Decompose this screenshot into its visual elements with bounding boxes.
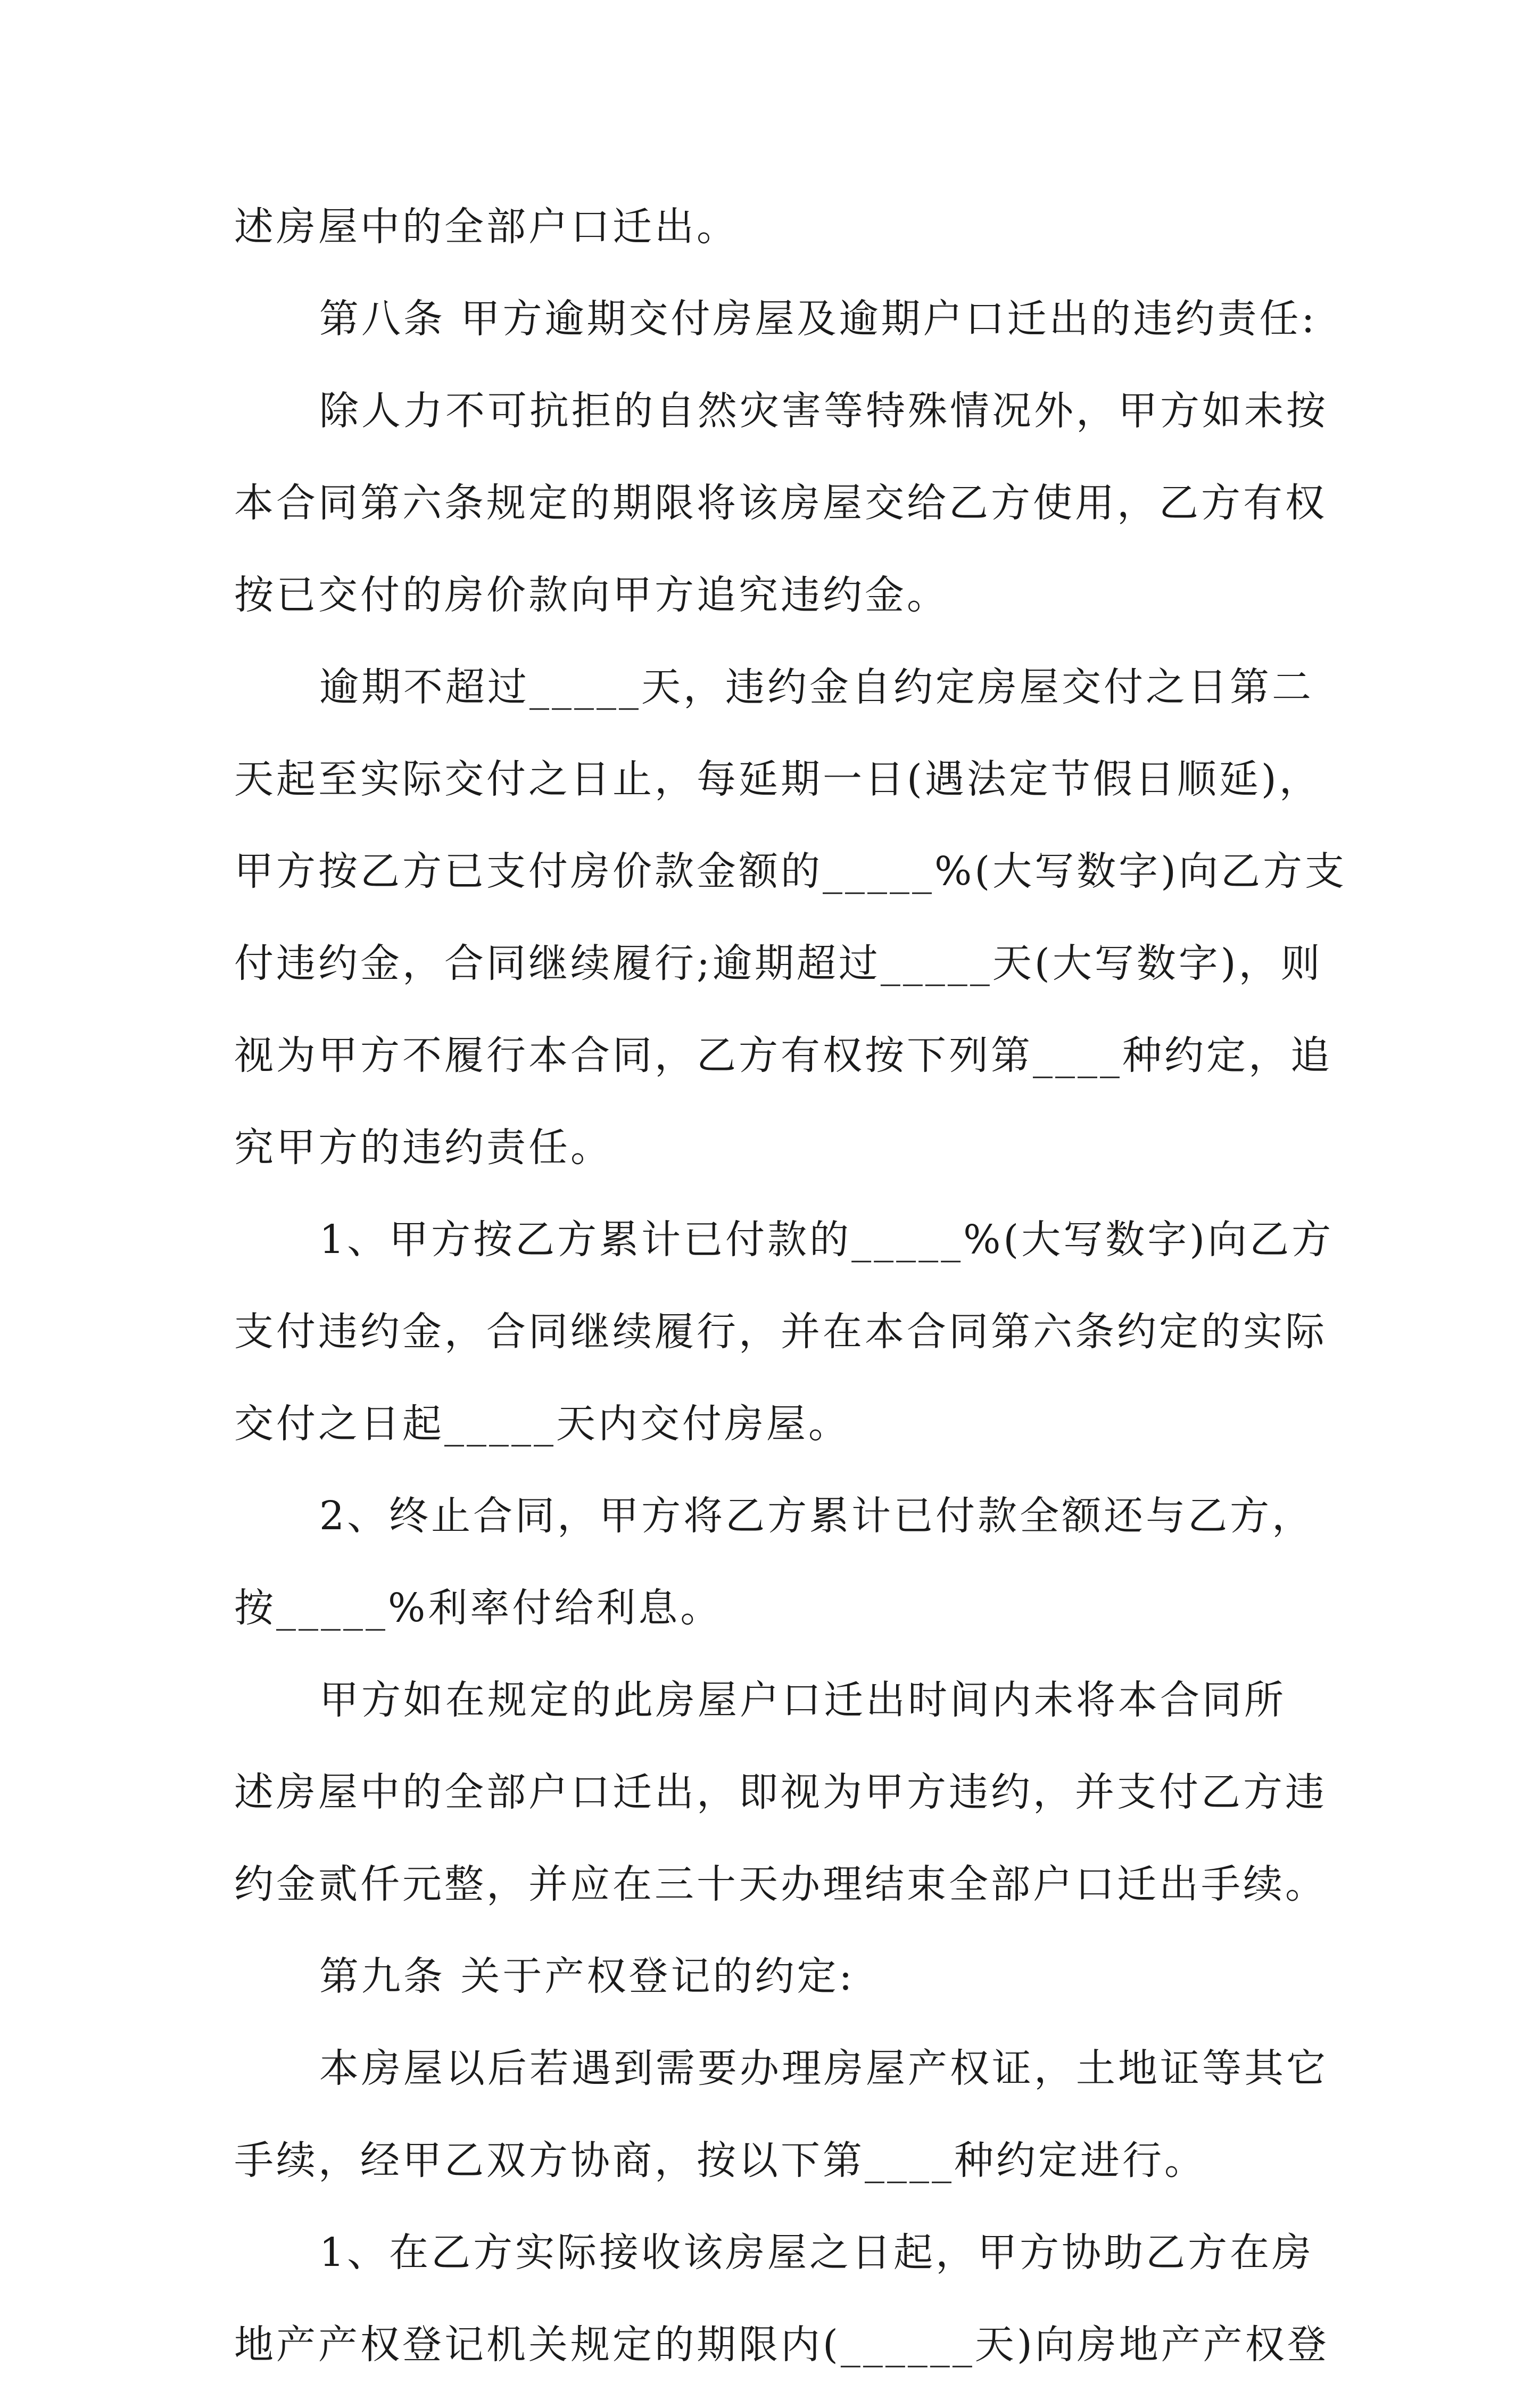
text-line: 逾期不超过_____天，违约金自约定房屋交付之日第二: [319, 664, 1314, 710]
text-line: 支付违约金，合同继续履行，并在本合同第六条约定的实际: [234, 1309, 1327, 1355]
article-9-heading: 第九条 关于产权登记的约定:: [319, 1953, 855, 1999]
text-line: 本合同第六条规定的期限将该房屋交给乙方使用，乙方有权: [234, 480, 1327, 526]
text-line: 地产产权登记机关规定的期限内(______天)向房地产产权登: [234, 2322, 1329, 2368]
text-line: 视为甲方不履行本合同，乙方有权按下列第____种约定，追: [234, 1033, 1332, 1078]
text-line: 除人力不可抗拒的自然灾害等特殊情况外，甲方如未按: [319, 388, 1328, 434]
text-line: 述房屋中的全部户口迁出。: [234, 204, 739, 250]
text-line: 甲方按乙方已支付房价款金额的_____%(大写数字)向乙方支: [234, 848, 1347, 894]
text-line: 甲方如在规定的此房屋户口迁出时间内未将本合同所: [319, 1677, 1286, 1723]
contract-text: [234, 181, 1347, 2391]
clause-item-1: 1、甲方按乙方累计已付款的_____%(大写数字)向乙方: [319, 1217, 1334, 1263]
text-line: 究甲方的违约责任。: [234, 1125, 612, 1170]
text-line: 按_____%利率付给利息。: [234, 1585, 723, 1631]
text-line: 手续，经甲乙双方协商，按以下第____种约定进行。: [234, 2138, 1206, 2183]
text-line: 约金贰仟元整，并应在三十天办理结束全部户口迁出手续。: [234, 1861, 1327, 1907]
article-8-heading: 第八条 甲方逾期交付房屋及逾期户口迁出的违约责任:: [319, 296, 1318, 342]
clause-item-1: 1、在乙方实际接收该房屋之日起，甲方协助乙方在房: [319, 2230, 1314, 2275]
text-line: 交付之日起_____天内交付房屋。: [234, 1401, 850, 1447]
text-line: 述房屋中的全部户口迁出，即视为甲方违约，并支付乙方违: [234, 1769, 1327, 1815]
clause-item-2: 2、终止合同，甲方将乙方累计已付款全额还与乙方，: [319, 1493, 1314, 1539]
text-line: 按已交付的房价款向甲方追究违约金。: [234, 572, 949, 618]
text-line: 天起至实际交付之日止，每延期一日(遇法定节假日顺延)，: [234, 756, 1321, 802]
text-line: 付违约金，合同继续履行;逾期超过_____天(大写数字)，则: [234, 941, 1323, 986]
text-line: 本房屋以后若遇到需要办理房屋产权证，土地证等其它: [319, 2046, 1328, 2091]
